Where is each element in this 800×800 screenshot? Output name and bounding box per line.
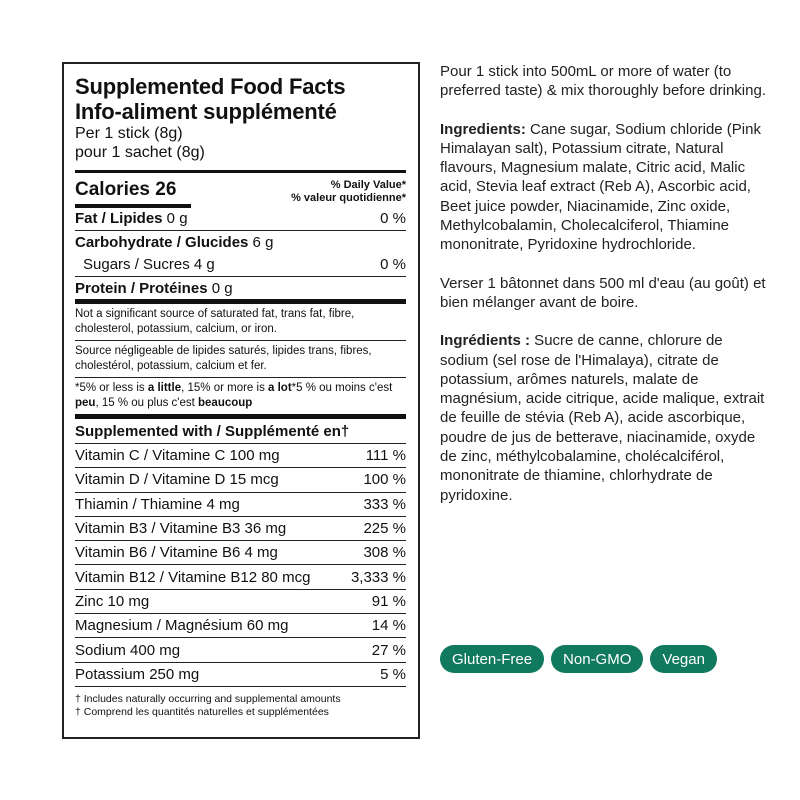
protein-amount: 0 g bbox=[207, 279, 233, 297]
supplement-dv: 5 % bbox=[380, 665, 406, 683]
title-fr: Info-aliment supplémenté bbox=[75, 99, 337, 124]
supplement-name: Thiamin / Thiamine 4 mg bbox=[75, 495, 240, 513]
fat-amount: 0 g bbox=[162, 210, 188, 227]
sugars-label: Sugars / Sucres 4 g bbox=[83, 256, 215, 273]
footnote-en: † Includes naturally occurring and supplemental amounts bbox=[75, 692, 341, 705]
title-en: Supplemented Food Facts bbox=[75, 74, 346, 99]
supplement-name: Vitamin B6 / Vitamine B6 4 mg bbox=[75, 544, 278, 562]
supplement-name: Vitamin C / Vitamine C 100 mg bbox=[75, 447, 280, 465]
carb-row bbox=[75, 230, 406, 253]
carb-amount: 6 g bbox=[248, 233, 274, 251]
sugars-row bbox=[75, 253, 406, 276]
supplements-header: Supplemented with / Supplémenté en† bbox=[75, 414, 406, 443]
supplement-dv: 100 % bbox=[363, 471, 406, 489]
carb-label: Carbohydrate / Glucides bbox=[75, 233, 249, 251]
fat-row bbox=[75, 207, 406, 230]
supplement-dv: 91 % bbox=[371, 592, 406, 610]
supplement-dv: 308 % bbox=[363, 544, 406, 562]
supplement-dv: 111 % bbox=[365, 447, 406, 465]
supplement-row bbox=[75, 443, 406, 467]
supplement-name: Magnesium / Magnésium 60 mg bbox=[75, 617, 289, 635]
supplement-row bbox=[75, 613, 406, 637]
sugars-dv: 0 % bbox=[380, 256, 406, 273]
supplement-row bbox=[75, 662, 406, 686]
ingredients-fr: Ingrédients : Sucre de canne, chlorure de sodium (sel rose de l'Himalaya), citrate de potassium, arômes naturels, malate de magnésium, acide citrique, acide malique, extrait de feuille de stévia (Reb A), acide ascorbique, poudre de jus de betterave, niacinamide, oxyde de zinc, méthylcobalamine, cholécalciférol, mononitrate de thiamine, chlorhydrate de pyridoxine. bbox=[440, 332, 765, 504]
note-fr: Source négligeable de lipides saturés, lipides trans, fibres, cholestérol, potassium, calcium et fer. bbox=[75, 340, 406, 377]
supplement-row bbox=[75, 540, 406, 564]
badge-gluten-free: Gluten-Free bbox=[440, 645, 544, 673]
ingredients-column bbox=[440, 62, 770, 524]
supplement-dv: 225 % bbox=[363, 520, 406, 538]
supplement-row bbox=[75, 589, 406, 613]
dv-fr: % valeur quotidienne* bbox=[291, 192, 406, 204]
supplement-name: Vitamin B12 / Vitamine B12 80 mcg bbox=[75, 568, 311, 586]
supplement-dv: 27 % bbox=[371, 641, 406, 659]
supplement-row bbox=[75, 516, 406, 540]
percent-note: *5% or less is a little, 15% or more is a lot*5 % ou moins c'est peu, 15 % ou plus c'est beaucoup bbox=[75, 377, 406, 414]
supplement-row bbox=[75, 467, 406, 491]
badges bbox=[440, 645, 717, 673]
badge-vegan: Vegan bbox=[650, 645, 717, 673]
supplement-dv: 333 % bbox=[363, 495, 406, 513]
supplement-name: Sodium 400 mg bbox=[75, 641, 181, 659]
supplement-dv: 14 % bbox=[371, 617, 406, 635]
badge-non-gmo: Non-GMO bbox=[551, 645, 643, 673]
dv-en: % Daily Value* bbox=[330, 179, 406, 191]
protein-label: Protein / Protéines bbox=[75, 279, 208, 297]
supplement-row bbox=[75, 637, 406, 661]
directions-en: Pour 1 stick into 500mL or more of water (to preferred taste) & mix thoroughly before drinking. bbox=[440, 63, 766, 100]
supplement-name: Potassium 250 mg bbox=[75, 665, 200, 683]
serving-fr: pour 1 sachet (8g) bbox=[75, 144, 205, 161]
supplement-row bbox=[75, 564, 406, 588]
calories-row bbox=[75, 173, 406, 207]
serving-en: Per 1 stick (8g) bbox=[75, 125, 183, 142]
footnote-fr: † Comprend les quantités naturelles et supplémentées bbox=[75, 705, 329, 718]
supplement-name: Zinc 10 mg bbox=[75, 592, 150, 610]
supplement-row bbox=[75, 492, 406, 516]
supplement-name: Vitamin D / Vitamine D 15 mcg bbox=[75, 471, 279, 489]
ingredients-en: Ingredients: Cane sugar, Sodium chloride (Pink Himalayan salt), Potassium citrate, Natural flavours, Magnesium malate, Citric acid, Malic acid, Stevia leaf extract (Reb A), Ascorbic acid, Beet juice powder, Niacinamide, Zinc oxide, Methylcobalamin, Cholecalciferol, Thiamine mononitrate, Pyridoxine hydrochloride. bbox=[440, 120, 761, 254]
footnotes bbox=[75, 686, 406, 719]
supplement-name: Vitamin B3 / Vitamine B3 36 mg bbox=[75, 520, 287, 538]
note-en: Not a significant source of saturated fat, trans fat, fibre, cholesterol, potassium, calcium, or iron. bbox=[75, 308, 355, 335]
protein-row bbox=[75, 276, 406, 299]
supplement-dv: 3,333 % bbox=[350, 568, 406, 586]
nutrition-facts-panel bbox=[62, 62, 420, 739]
fat-dv: 0 % bbox=[380, 210, 406, 227]
calories: Calories 26 bbox=[75, 179, 191, 208]
fat-label: Fat / Lipides bbox=[75, 210, 163, 227]
directions-fr: Verser 1 bâtonnet dans 500 ml d'eau (au goût) et bien mélanger avant de boire. bbox=[440, 274, 766, 311]
